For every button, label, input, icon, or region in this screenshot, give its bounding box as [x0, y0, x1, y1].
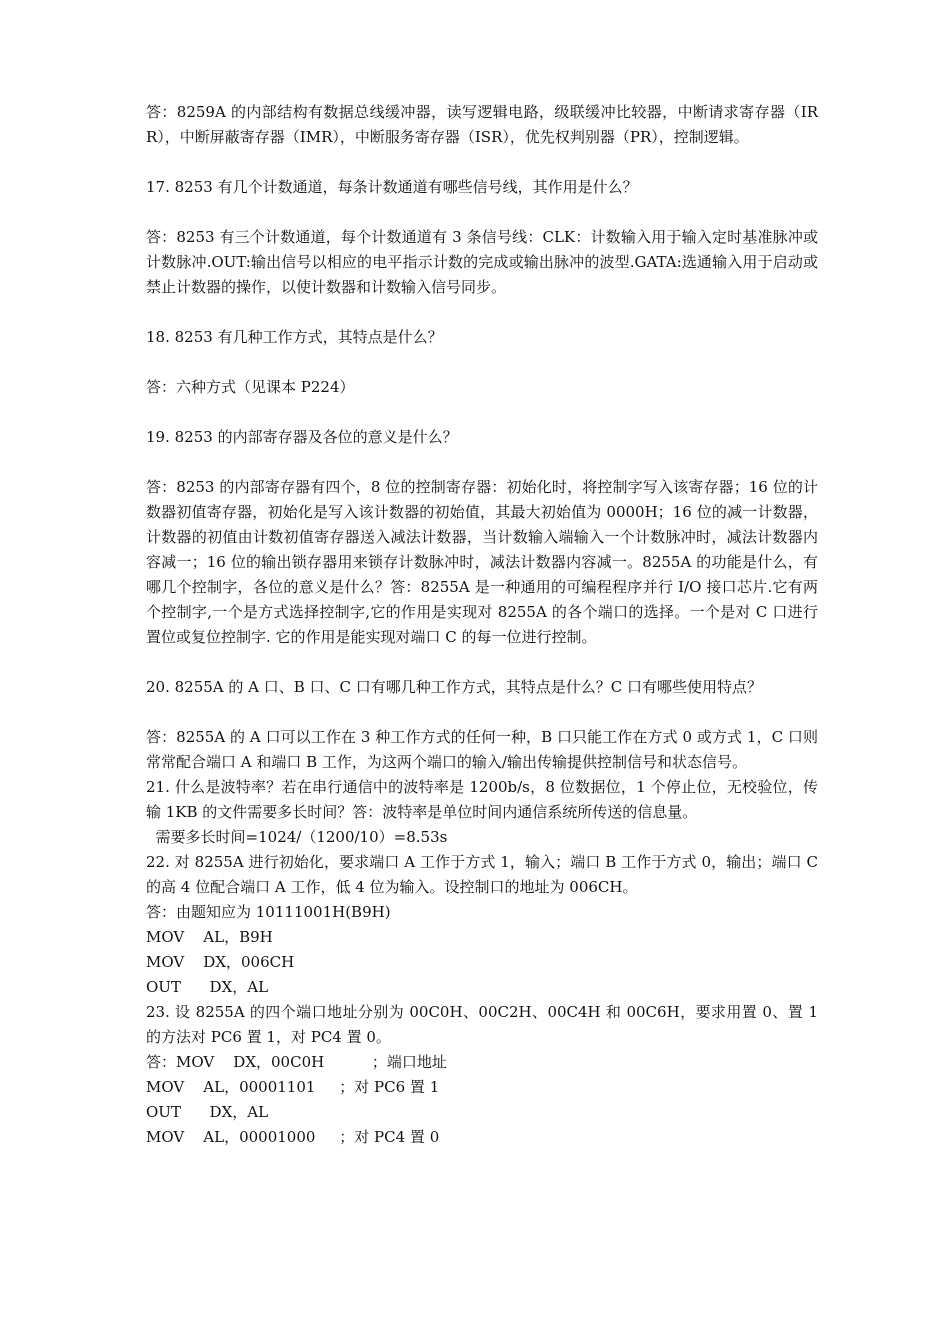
answer-19: 答：8253 的内部寄存器有四个，8 位的控制寄存器：初始化时，将控制字写入该寄存器；16 位的计数器初值寄存器，初始化是写入该计数器的初始值，其最大初始值为 0000H；16 位的减一计数器，计数器的初值由计数初值寄存器送入减法计数器，当计数输入端输入一个计数脉冲时，减法计数器内容减一；16 位的输出锁存器用来锁存计数脉冲时，减法计数器内容减一。8255A 的功能是什么，有哪几个控制字，各位的意义是什么？答：8255A 是一种通用的可编程程序并行 I/O 接口芯片.它有两个控制字,一个是方式选择控制字,它的作用是实现对 8255A 的各个端口的选择。一个是对 C 口进行置位或复位控制字. 它的作用是能实现对端口 C 的每一位进行控制。: [146, 478, 818, 646]
answer-22: 答：由题知应为 10111001H(B9H): [146, 903, 391, 921]
code-line: OUT DX，AL: [146, 978, 269, 996]
document-page: [146, 100, 818, 1150]
answer-18: 答：六种方式（见课本 P224）: [146, 378, 355, 396]
question-23: 23. 设 8255A 的四个端口地址分别为 00C0H、00C2H、00C4H 和 00C6H，要求用置 0、置 1 的方法对 PC6 置 1，对 PC4 置 0。: [146, 1003, 818, 1046]
code-line: MOV AL，00001000 ；对 PC4 置 0: [146, 1128, 440, 1146]
question-20: 20. 8255A 的 A 口、B 口、C 口有哪几种工作方式，其特点是什么？C 口有哪些使用特点？: [146, 678, 763, 696]
code-line: OUT DX，AL: [146, 1103, 269, 1121]
question-22: 22. 对 8255A 进行初始化，要求端口 A 工作于方式 1，输入；端口 B 工作于方式 0，输出；端口 C 的高 4 位配合端口 A 工作，低 4 位为输入。设控制口的地址为 006CH。: [146, 853, 818, 896]
code-line: MOV AL，B9H: [146, 928, 273, 946]
question-21: 21. 什么是波特率？若在串行通信中的波特率是 1200b/s，8 位数据位，1 个停止位，无校验位，传输 1KB 的文件需要多长时间？答：波特率是单位时间内通信系统所传送的信息量。: [146, 778, 818, 821]
answer-21-calc: 需要多长时间=1024/（1200/10）=8.53s: [146, 828, 448, 846]
question-17: 17. 8253 有几个计数通道，每条计数通道有哪些信号线，其作用是什么？: [146, 178, 638, 196]
answer-16: 答：8259A 的内部结构有数据总线缓冲器，读写逻辑电路，级联缓冲比较器，中断请求寄存器（IRR），中断屏蔽寄存器（IMR），中断服务寄存器（ISR），优先权判别器（PR），控制逻辑。: [146, 103, 818, 146]
code-line: 答：MOV DX，00C0H ；端口地址: [146, 1053, 447, 1071]
code-line: MOV AL，00001101 ；对 PC6 置 1: [146, 1078, 440, 1096]
answer-17: 答：8253 有三个计数通道，每个计数通道有 3 条信号线：CLK：计数输入用于输入定时基准脉冲或计数脉冲.OUT:输出信号以相应的电平指示计数的完成或输出脉冲的波型.GATA:选通输入用于启动或禁止计数器的操作，以使计数器和计数输入信号同步。: [146, 228, 818, 296]
answer-20: 答：8255A 的 A 口可以工作在 3 种工作方式的任何一种，B 口只能工作在方式 0 或方式 1，C 口则常常配合端口 A 和端口 B 工作，为这两个端口的输入/输出传输提供控制信号和状态信号。: [146, 728, 818, 771]
question-18: 18. 8253 有几种工作方式，其特点是什么？: [146, 328, 443, 346]
code-line: MOV DX，006CH: [146, 953, 295, 971]
question-19: 19. 8253 的内部寄存器及各位的意义是什么？: [146, 428, 458, 446]
